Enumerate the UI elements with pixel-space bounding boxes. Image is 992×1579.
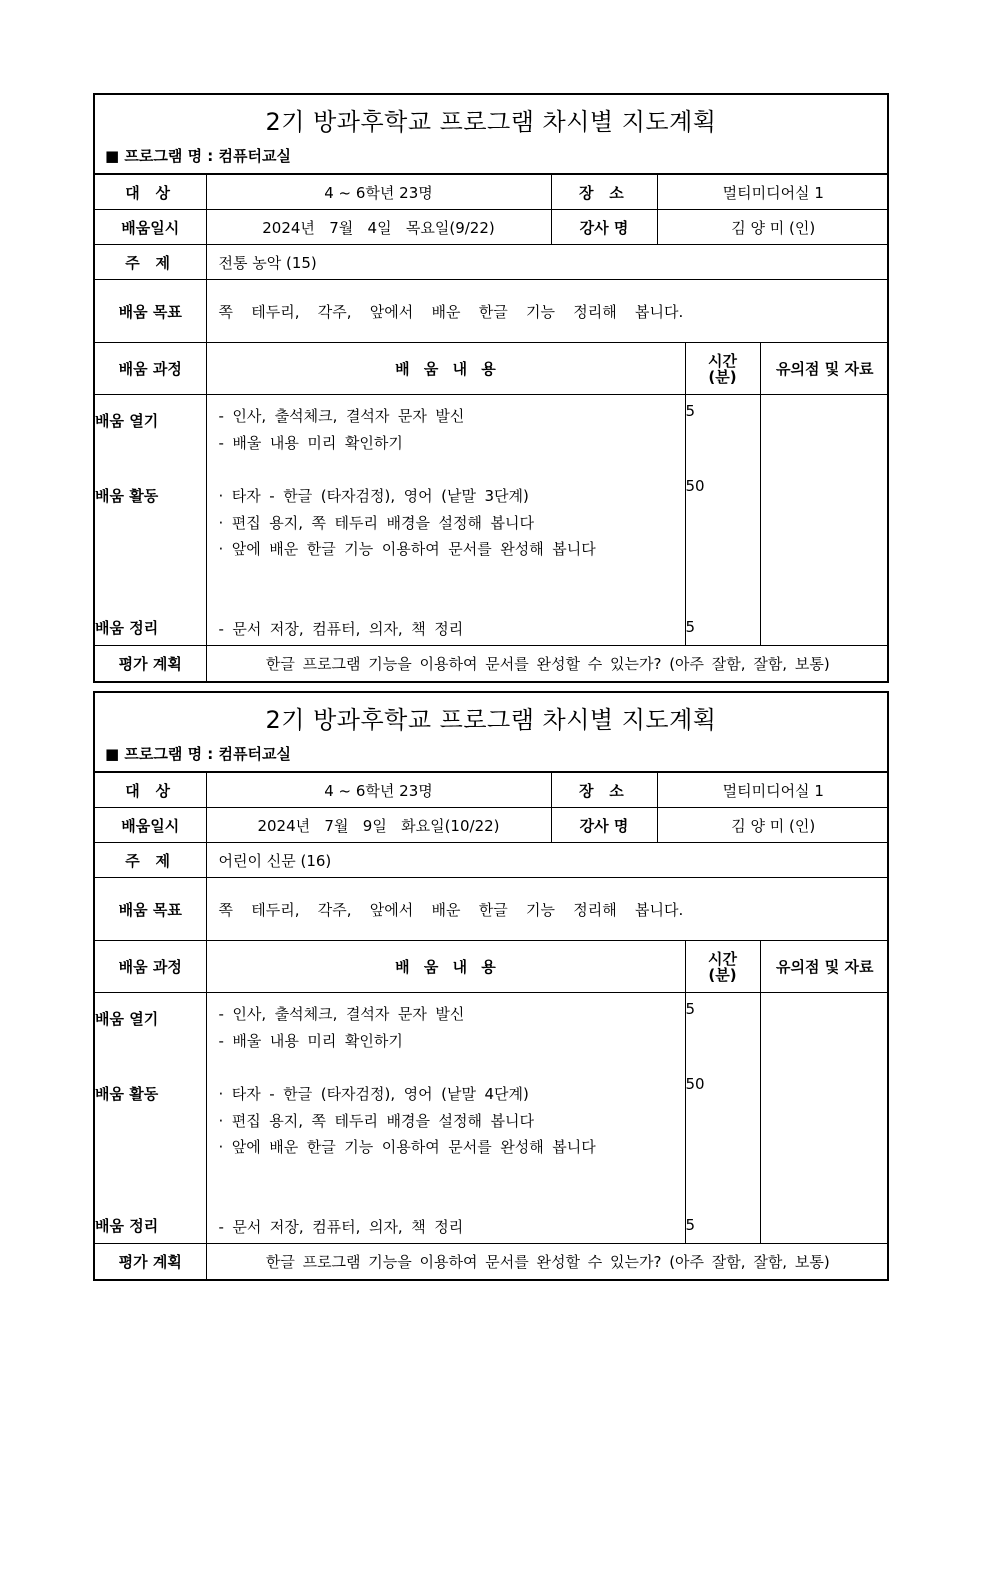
plan-table xyxy=(95,174,889,681)
topic-value: 어린이 신문 (16) xyxy=(206,843,889,878)
open-line-2: - 배울 내용 미리 확인하기 xyxy=(218,1032,403,1050)
content-header: 배 움 내 용 xyxy=(206,343,685,395)
lesson-plan-1 xyxy=(93,93,889,683)
topic-value: 전통 농악 (15) xyxy=(206,245,889,280)
activity-line-2: · 편집 용지, 쪽 테두리 배경을 설정해 봅니다 xyxy=(218,1112,534,1130)
time-header xyxy=(685,343,760,395)
target-value: 4 ~ 6학년 23명 xyxy=(206,773,551,808)
time-header-line2: (분) xyxy=(708,965,737,984)
plan-title: 2기 방과후학교 프로그램 차시별 지도계획 xyxy=(265,706,717,734)
place-label: 장 소 xyxy=(551,175,657,210)
teacher-label: 강사 명 xyxy=(551,210,657,245)
process-header: 배움 과정 xyxy=(95,343,206,395)
process-header: 배움 과정 xyxy=(95,941,206,993)
content-cell xyxy=(206,993,685,1244)
plan-header xyxy=(95,95,887,174)
notes-header: 유의점 및 자료 xyxy=(760,343,889,395)
notes-cell xyxy=(760,993,889,1244)
notes-cell xyxy=(760,395,889,646)
process-cell: 배움 열기 배움 활동 배움 정리 xyxy=(95,993,206,1244)
date-label: 배움일시 xyxy=(95,808,206,843)
goal-label: 배움 목표 xyxy=(95,280,206,343)
teacher-label: 강사 명 xyxy=(551,808,657,843)
notes-header: 유의점 및 자료 xyxy=(760,941,889,993)
plan-title: 2기 방과후학교 프로그램 차시별 지도계획 xyxy=(265,108,717,136)
place-value: 멀티미디어실 1 xyxy=(657,773,889,808)
date-value: 2024년 7월 4일 목요일(9/22) xyxy=(206,210,551,245)
goal-label: 배움 목표 xyxy=(95,878,206,941)
activity-line-1: · 타자 - 한글 (타자검정), 영어 (낱말 4단계) xyxy=(218,1085,529,1103)
place-label: 장 소 xyxy=(551,773,657,808)
close-line: - 문서 저장, 컴퓨터, 의자, 책 정리 xyxy=(218,1218,464,1236)
lesson-plan-2 xyxy=(93,691,889,1281)
time-header-line1: 시간 xyxy=(708,351,737,370)
goal-value: 쪽 테두리, 각주, 앞에서 배운 한글 기능 정리해 봅니다. xyxy=(206,878,889,941)
topic-label: 주 제 xyxy=(95,245,206,280)
process-cell: 배움 열기 배움 활동 배움 정리 xyxy=(95,395,206,646)
activity-line-3: · 앞에 배운 한글 기능 이용하여 문서를 완성해 봅니다 xyxy=(218,1138,596,1156)
activity-line-3: · 앞에 배운 한글 기능 이용하여 문서를 완성해 봅니다 xyxy=(218,540,596,558)
target-label: 대 상 xyxy=(95,175,206,210)
time-cell: 5 50 5 xyxy=(685,993,760,1244)
target-value: 4 ~ 6학년 23명 xyxy=(206,175,551,210)
time-header xyxy=(685,941,760,993)
plan-table xyxy=(95,772,889,1279)
eval-value: 한글 프로그램 기능을 이용하여 문서를 완성할 수 있는가? (아주 잘함, 잘함, 보통) xyxy=(206,1244,889,1279)
open-line-1: - 인사, 출석체크, 결석자 문자 발신 xyxy=(218,1005,465,1023)
target-label: 대 상 xyxy=(95,773,206,808)
teacher-value: 김 양 미 (인) xyxy=(657,808,889,843)
close-line: - 문서 저장, 컴퓨터, 의자, 책 정리 xyxy=(218,620,464,638)
teacher-value: 김 양 미 (인) xyxy=(657,210,889,245)
goal-value: 쪽 테두리, 각주, 앞에서 배운 한글 기능 정리해 봅니다. xyxy=(206,280,889,343)
time-cell: 5 50 5 xyxy=(685,395,760,646)
open-line-1: - 인사, 출석체크, 결석자 문자 발신 xyxy=(218,407,465,425)
time-header-line2: (분) xyxy=(708,367,737,386)
activity-line-1: · 타자 - 한글 (타자검정), 영어 (낱말 3단계) xyxy=(218,487,529,505)
open-line-2: - 배울 내용 미리 확인하기 xyxy=(218,434,403,452)
place-value: 멀티미디어실 1 xyxy=(657,175,889,210)
plan-header xyxy=(95,693,887,772)
activity-line-2: · 편집 용지, 쪽 테두리 배경을 설정해 봅니다 xyxy=(218,514,534,532)
content-header: 배 움 내 용 xyxy=(206,941,685,993)
program-name: ■ 프로그램 명 : 컴퓨터교실 xyxy=(105,147,291,165)
topic-label: 주 제 xyxy=(95,843,206,878)
program-name: ■ 프로그램 명 : 컴퓨터교실 xyxy=(105,745,291,763)
date-label: 배움일시 xyxy=(95,210,206,245)
eval-label: 평가 계획 xyxy=(95,646,206,681)
content-cell xyxy=(206,395,685,646)
time-header-line1: 시간 xyxy=(708,949,737,968)
eval-value: 한글 프로그램 기능을 이용하여 문서를 완성할 수 있는가? (아주 잘함, 잘함, 보통) xyxy=(206,646,889,681)
eval-label: 평가 계획 xyxy=(95,1244,206,1279)
date-value: 2024년 7월 9일 화요일(10/22) xyxy=(206,808,551,843)
